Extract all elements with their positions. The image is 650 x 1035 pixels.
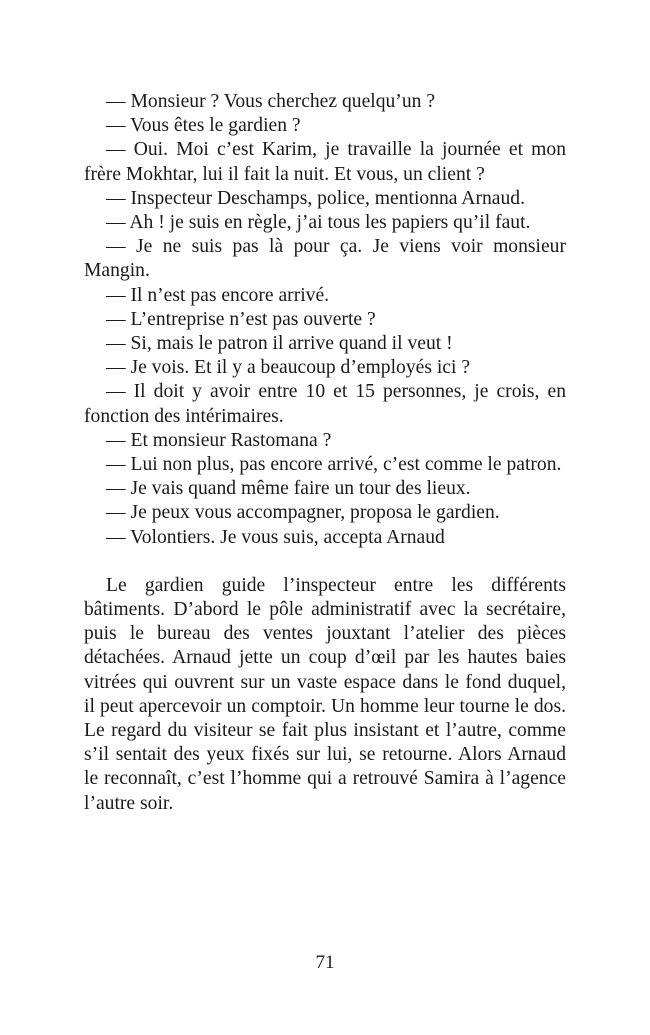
dialogue-line: — Je vois. Et il y a beaucoup d’employés ici ? [106,357,471,379]
narrative-paragraph: Le gardien guide l’inspecteur entre les différents bâtiments. D’abord le pôle administratif avec la secrétaire, puis le bureau des ventes jouxtant l’atelier des pièces détachées. Arnaud jette un coup d’œil par les hautes baies vitrées qui ouvrent sur un vaste espace dans le fond duquel, il peut apercevoir un comptoir. Un homme leur tourne le dos. Le regard du visiteur se fait plus insistant et l’autre, comme s’il sentait des yeux fixés sur lui, se retourne. Alors Arnaud le reconnaît, c’est l’homme qui a retrouvé Samira à l’agence l’autre soir. [84,574,566,814]
dialogue-line: — Il n’est pas encore arrivé. [106,284,330,306]
dialogue-line: — Je vais quand même faire un tour des lieux. [106,478,471,500]
dialogue-line: — Volontiers. Je vous suis, accepta Arnaud [106,526,445,548]
dialogue-line: — Inspecteur Deschamps, police, mentionna Arnaud. [106,187,525,209]
dialogue-line: — Et monsieur Rastomana ? [106,429,332,451]
dialogue-line: — Oui. Moi c’est Karim, je travaille la journée et mon frère Mokhtar, lui il fait la nuit. Et vous, un client ? [84,139,566,185]
dialogue-line: — Ah ! je suis en règle, j’ai tous les papiers qu’il faut. [106,212,531,234]
dialogue-line: — Il doit y avoir entre 10 et 15 personnes, je crois, en fonction des intérimaires. [84,381,566,427]
dialogue-line: — L’entreprise n’est pas ouverte ? [106,308,376,330]
page-number: 71 [315,952,335,973]
dialogue-line: — Je ne suis pas là pour ça. Je viens voir monsieur Mangin. [84,236,566,282]
dialogue-line: — Je peux vous accompagner, proposa le gardien. [106,502,500,524]
book-page [84,90,566,816]
dialogue-line: — Monsieur ? Vous cherchez quelqu’un ? [106,91,436,112]
dialogue-line: — Lui non plus, pas encore arrivé, c’est comme le patron. [106,454,562,476]
dialogue-line: — Vous êtes le gardien ? [106,115,301,137]
paragraph-spacer [84,550,566,574]
dialogue-line: — Si, mais le patron il arrive quand il veut ! [106,333,453,355]
